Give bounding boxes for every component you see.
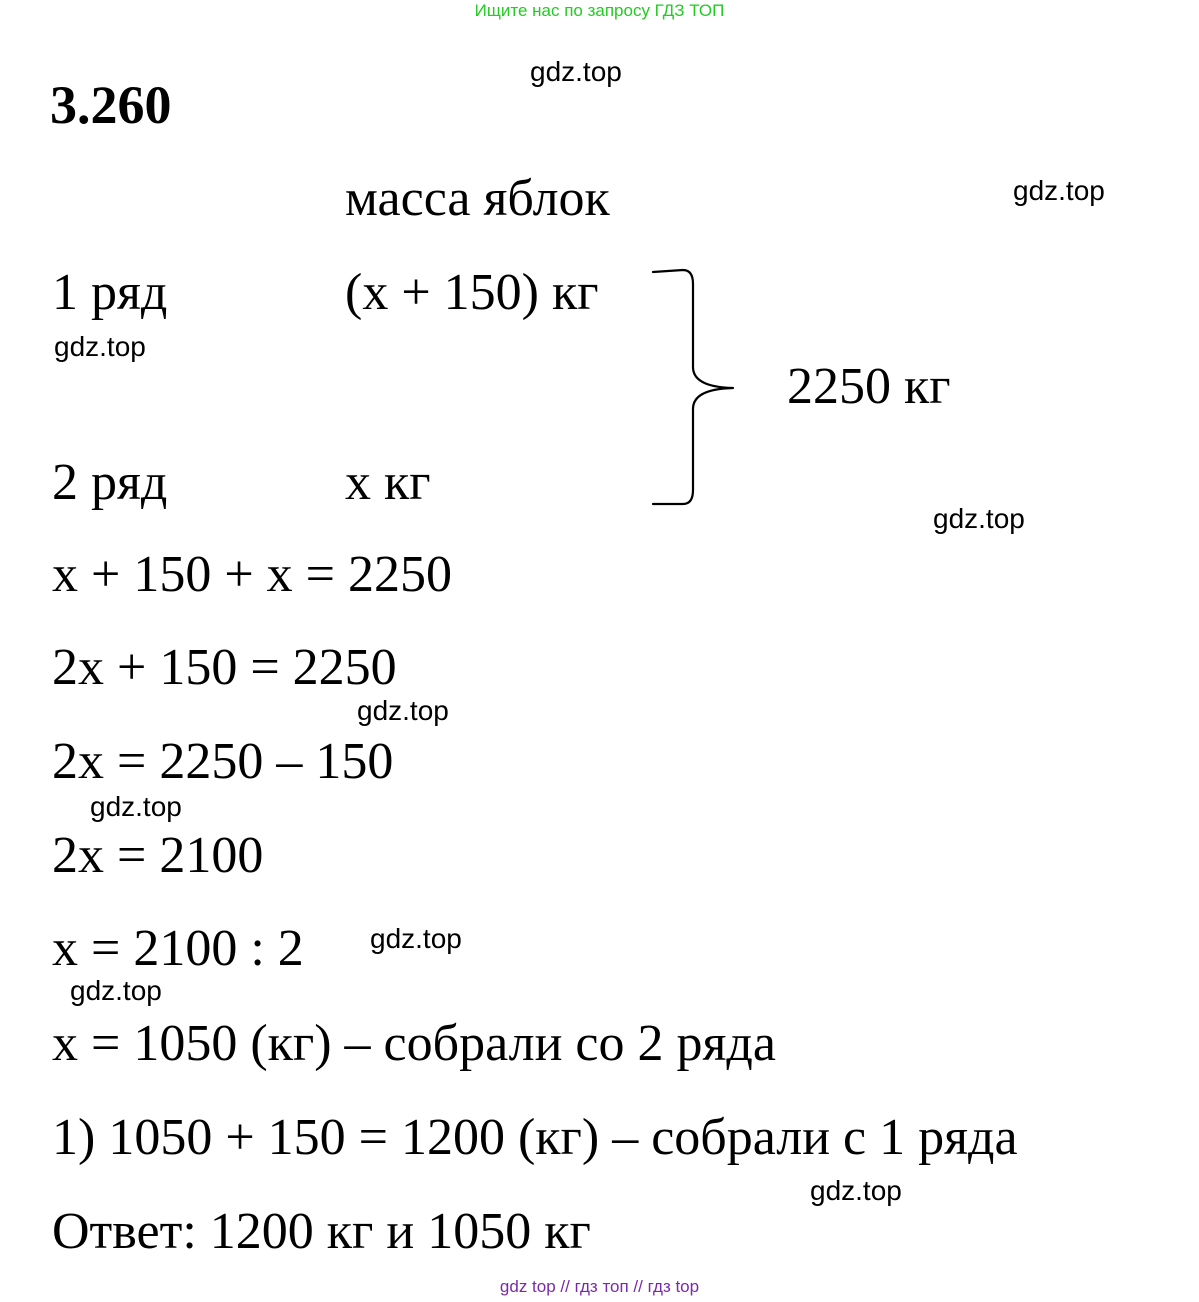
search-banner: Ищите нас по запросу ГДЗ ТОП (474, 1, 725, 20)
equation-line-5: x = 2100 : 2 (52, 920, 304, 977)
row-2-label: 2 ряд (52, 454, 168, 511)
watermark: gdz.top (1013, 175, 1105, 206)
equation-line-6: x = 1050 (кг) – собрали со 2 ряда (52, 1015, 776, 1072)
watermark: gdz.top (933, 503, 1025, 534)
row-1-label: 1 ряд (52, 264, 168, 321)
footer-links: gdz top // гдз топ // гдз top (499, 1277, 700, 1296)
equation-line-4: 2x = 2100 (52, 827, 264, 884)
watermark: gdz.top (70, 975, 162, 1006)
right-curly-brace (645, 262, 745, 512)
watermark: gdz.top (370, 923, 462, 954)
watermark: gdz.top (90, 791, 182, 822)
table-header: масса яблок (345, 170, 610, 227)
watermark: gdz.top (357, 695, 449, 726)
answer-line: Ответ: 1200 кг и 1050 кг (52, 1203, 591, 1260)
equation-line-1: x + 150 + x = 2250 (52, 546, 452, 603)
step-1-line: 1) 1050 + 150 = 1200 (кг) – собрали с 1 ряда (52, 1109, 1018, 1166)
watermark: gdz.top (54, 331, 146, 362)
problem-number: 3.260 (50, 75, 172, 135)
total-mass: 2250 кг (787, 358, 951, 415)
equation-line-2: 2x + 150 = 2250 (52, 639, 397, 696)
watermark: gdz.top (530, 56, 622, 87)
row-2-value: x кг (345, 454, 431, 511)
equation-line-3: 2x = 2250 – 150 (52, 733, 394, 790)
watermark: gdz.top (810, 1175, 902, 1206)
row-1-value: (x + 150) кг (345, 264, 599, 321)
